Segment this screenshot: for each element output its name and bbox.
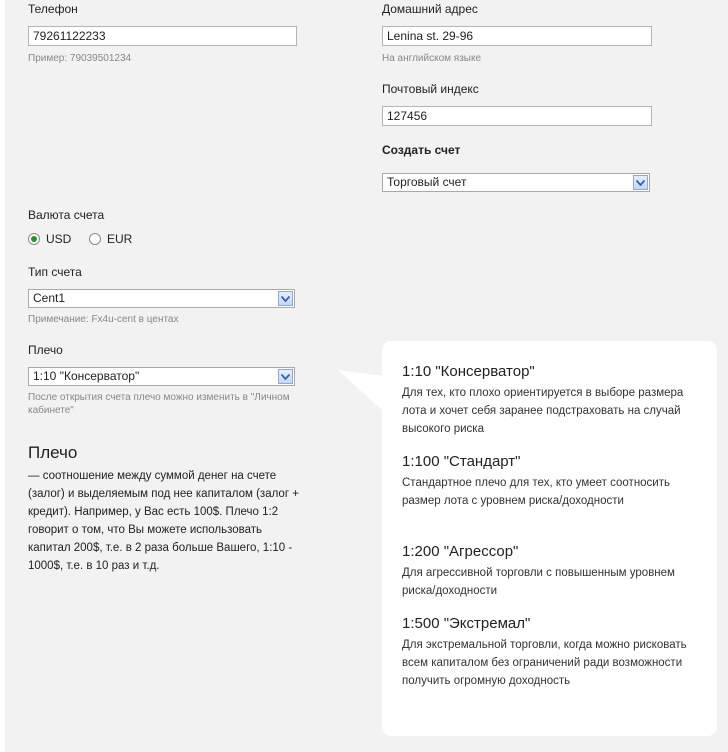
leverage-definition-title: Плечо — [28, 443, 78, 462]
chevron-down-icon[interactable] — [278, 291, 293, 306]
currency-option-usd[interactable] — [28, 232, 71, 246]
account-type-hint: Примечание: Fx4u-cent в центах — [28, 314, 179, 325]
leverage-info-text: Стандартное плечо для тех, кто умеет соотносить размер лота с уровнем риска/доходности — [402, 477, 670, 507]
leverage-info-title: 1:10 "Консерватор" — [402, 363, 535, 380]
create-account-select[interactable] — [382, 173, 650, 192]
leverage-info-text: Для тех, кто плохо ориентируется в выборе размера лота и хочет себя заранее подстраховать на случай высокого риска — [402, 387, 684, 435]
postal-input[interactable]: 127456 — [382, 106, 652, 126]
create-account-label: Создать счет — [382, 143, 461, 157]
address-hint: На английском языке — [382, 53, 482, 64]
leverage-definition-text: — соотношение между суммой денег на счете (залог) и выделяемым под нее капиталом (залог + кредит). Например, у Вас есть 100$. Плечо 1:2 говорит о том, что Вы можете использовать капитал 200$, т.е. в 2 раза больше Вашего, 1:10 - 1000$, т.е. в 10 раз и т.д. — [28, 470, 299, 572]
leverage-value: 1:10 "Консерватор" — [33, 369, 140, 383]
address-label: Домашний адрес — [382, 2, 478, 16]
chevron-down-icon[interactable] — [633, 175, 648, 190]
create-account-value: Торговый счет — [387, 175, 467, 189]
phone-hint: Пример: 79039501234 — [28, 53, 132, 64]
phone-input[interactable]: 79261122233 — [28, 26, 297, 46]
currency-usd-label: USD — [46, 232, 72, 246]
leverage-hint: После открытия счета плечо можно изменить в "Личном кабинете" — [28, 392, 290, 416]
currency-option-eur[interactable] — [89, 232, 132, 246]
currency-label: Валюта счета — [28, 208, 105, 222]
leverage-select[interactable] — [28, 367, 295, 386]
leverage-label: Плечо — [28, 343, 63, 357]
leverage-info-title: 1:500 "Экстремал" — [402, 615, 531, 632]
chevron-down-icon[interactable] — [278, 369, 293, 384]
leverage-info-bubble — [382, 341, 717, 736]
leverage-info-title: 1:100 "Стандарт" — [402, 453, 521, 470]
radio-checked-icon[interactable] — [28, 233, 40, 245]
radio-icon[interactable] — [89, 233, 101, 245]
phone-label: Телефон — [28, 2, 78, 16]
leverage-info-title: 1:200 "Агрессор" — [402, 543, 519, 560]
leverage-info-text: Для экстремальной торговли, когда можно рисковать всем капиталом без ограничений ради возможности получить огромную доходность — [402, 639, 687, 687]
account-type-value: Cent1 — [33, 291, 66, 305]
currency-eur-label: EUR — [107, 232, 133, 246]
address-input[interactable]: Lenina st. 29-96 — [382, 26, 652, 46]
leverage-info-text: Для агрессивной торговли с повышенным уровнем риска/доходности — [402, 567, 675, 597]
account-type-select[interactable] — [28, 289, 295, 308]
bubble-pointer — [338, 370, 384, 412]
account-type-label: Тип счета — [28, 265, 82, 279]
postal-label: Почтовый индекс — [382, 82, 479, 96]
